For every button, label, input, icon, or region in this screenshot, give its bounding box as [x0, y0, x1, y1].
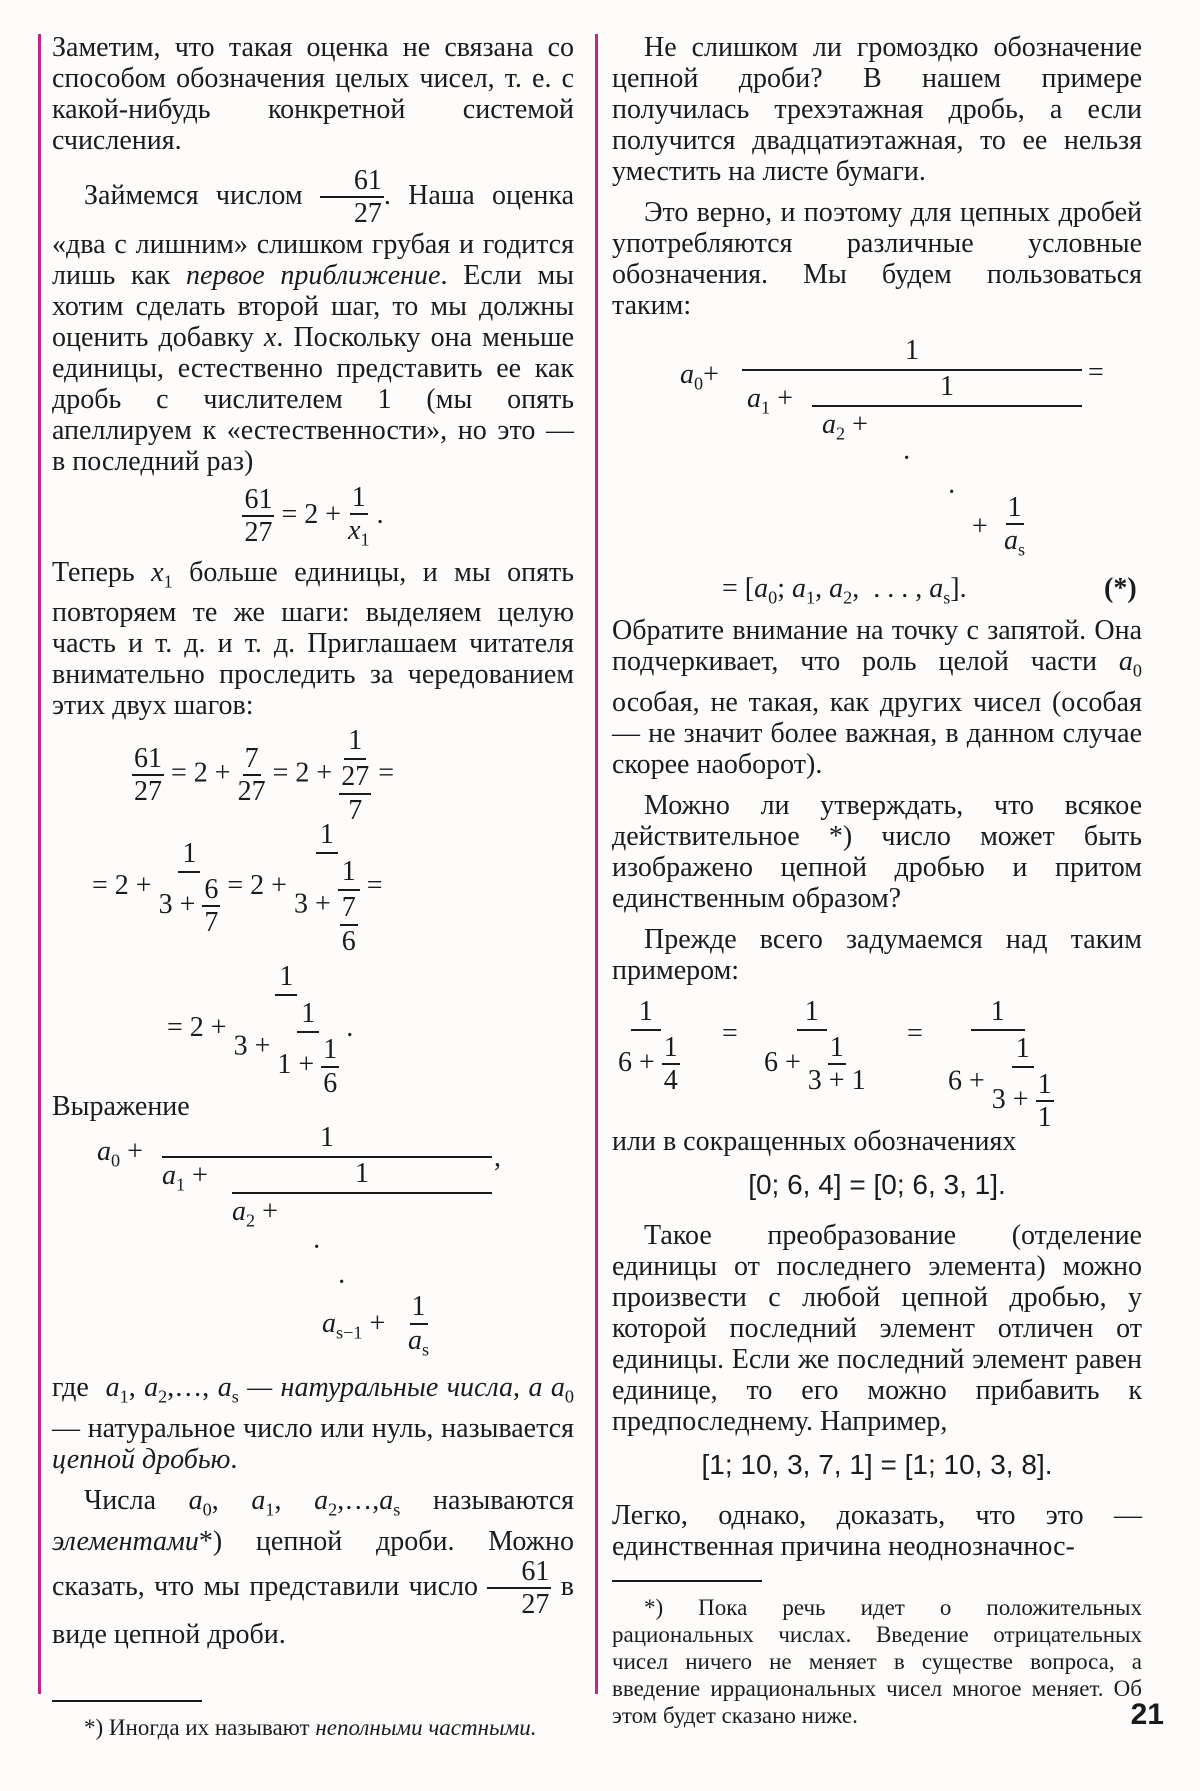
paragraph-3: Теперь $x_1$ больше единицы, и мы опять повторяем те же шаги: выделяем целую часть и т. д. и т. д. Приглашаем читателя внимательно проследить за чередованием этих двух шагов: [52, 556, 575, 722]
paragraph-r4: Можно ли утверждать, что всякое действительное *) число может быть изображено цепной дробью и притом единственным образом? [612, 789, 1142, 914]
notation-bracket: = [$a_0$; $a_1$, $a_2$, . . . , $a_s$]. (*) [722, 573, 1137, 608]
left-column [52, 32, 574, 1741]
right-column [612, 32, 1142, 1729]
paragraph-r5: Прежде всего задумаемся над таким примером: [612, 923, 1142, 986]
page-number: 21 [1130, 1698, 1164, 1731]
paragraph-r8: Легко, однако, доказать, что это — единственная причина неоднозначнос- [612, 1499, 1142, 1562]
paragraph-2: Займемся числом $\frac{61}{27}$ . Наша оценка «два с лишним» слишком грубая и годится лишь как первое приближение. Если мы хотим сделать второй шаг, то мы должны оценить добавку x. Поскольку она меньше единицы, естественно представить ее как дробь с числителем 1 (мы опять апеллируем к «естественности», но это — в последний раз) [52, 165, 575, 477]
center-column-rule [595, 34, 598, 1694]
paragraph-5: где $a_1$, $a_2,\dots$, $a_s$ — натуральные числа, а $a_0$ — натуральное число или нуль, называется цепной дробью. [52, 1372, 574, 1475]
paragraph-1: Заметим, что такая оценка не связана со способом обозначения целых чисел, т. е. с какой-нибудь конкретной системой счисления. [52, 32, 574, 156]
footnote-right: *) Пока речь идет о положительных рациональных числах. Введение отрицательных чисел ничего не меняет в существе вопроса, а введение иррациональных чисел многое меняет. Об этом будет сказано ниже. [612, 1594, 1142, 1728]
paragraph-r6: или в сокращенных обозначениях [612, 1125, 1017, 1157]
paragraph-r2: Это верно, и поэтому для цепных дробей употребляются различные условные обозначения. Мы будем пользоваться таким: [612, 197, 1142, 321]
example-fractions: 1 6 + $\frac{1}{4}$ = 1 6 + $\frac{1}{3 + 1}$ = 1 6 + 1 3 + $\frac{1}{1}$ [618, 995, 1052, 1133]
paragraph-r7: Такое преобразование (отделение единицы от последнего элемента) можно произвести с любой цепной дробью, у которой последний элемент отличен от единицы. Если же последний элемент равен единице, то его можно прибавить к предпоследнему. Например, [612, 1219, 1142, 1437]
equation-label: (*) [1104, 573, 1137, 604]
left-column-rule [38, 34, 41, 1694]
footnote-divider-right [612, 1580, 762, 1582]
paragraph-r1: Не слишком ли громоздко обозначение цепной дроби? В нашем примере получилась трехэтажная дробь, а если получится двадцатиэтажная, то ее нельзя уместить на листе бумаги. [612, 32, 1142, 187]
general-continued-fraction: $a_0$ + 1 , $a_1$ + 1 $a_2$ + · · $a_{s-1}$ + $\frac{1}{a_s}$ [97, 1122, 501, 1360]
equation-example: [1; 10, 3, 7, 1] = [1; 10, 3, 8]. [701, 1448, 1053, 1480]
equation-chain: $\frac{61}{27}$ = 2 + $\frac{7}{27}$ = 2 + $\frac{1}{\frac{27}{7}}$ = = 2 + 1 3 + $\frac{6}{7}$ = 2 + 1 3 + $\frac{1}{\frac{7}{6}}$ = = 2 + 1 3 + 1 1 + $\frac{1}{6}$ . [92, 725, 394, 1099]
equation-61-27-first: $\frac{61}{27}$ = 2 + $\frac{1}{x_1}$ . [244, 481, 384, 550]
notation-continued-fraction: $a_0+$ 1 = $a_1$ + 1 $a_2$ + · · + $\frac{1}{a_s}$ [680, 335, 1104, 560]
footnote-divider [52, 1700, 202, 1702]
paragraph-r3: Обратите внимание на точку с запятой. Она подчеркивает, что роль целой части $a_0$ особая, не такая, как других чисел (особая — не значит более важная, в данном случае скорее наоборот). [612, 615, 1142, 780]
paragraph-6: Числа $a_0$, $a_1$, $a_2,\dots,a_s$ называются элементами*) цепной дроби. Можно сказать, что мы представили число $\frac{61}{27}$ в виде цепной дроби. [52, 1484, 575, 1651]
equation-short: [0; 6, 4] = [0; 6, 3, 1]. [748, 1168, 1006, 1200]
paragraph-4: Выражение [52, 1091, 190, 1123]
fraction-61-27: $\frac{61}{27}$ [320, 166, 384, 229]
footnote-left: *) Иногда их называют неполными частными. [84, 1715, 537, 1741]
